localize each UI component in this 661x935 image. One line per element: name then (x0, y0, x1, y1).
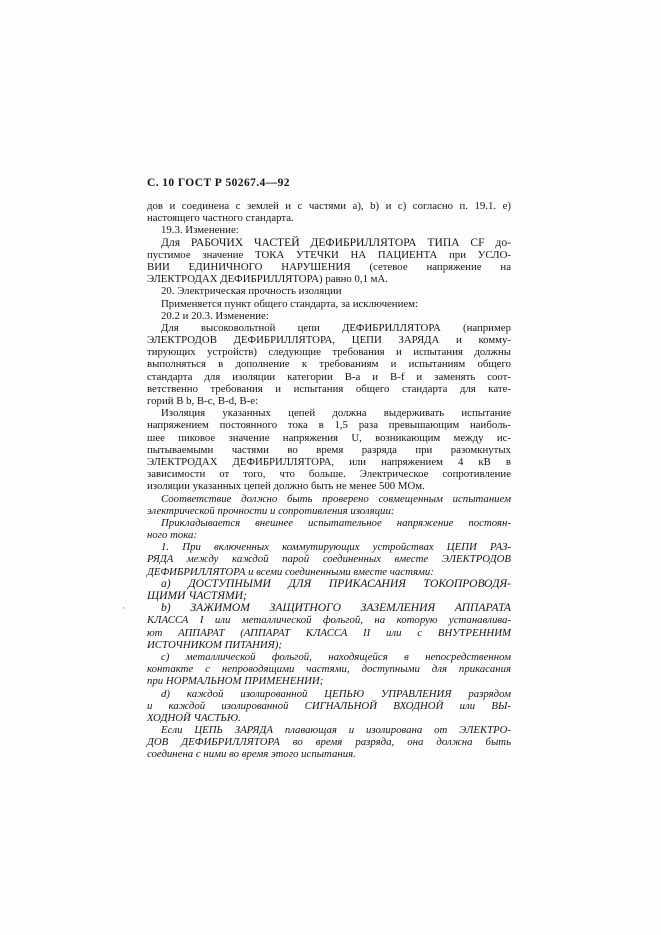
text-line: напряжением постоянного тока в 1,5 раза превышающим наиболь- (147, 419, 511, 432)
list-item-a: а) ДОСТУПНЫМИ ДЛЯ ПРИКАСАНИЯ ТОКОПРОВОДЯ- (161, 576, 511, 590)
text-line: изоляции указанных цепей должно быть не менее 500 МОм. (147, 480, 425, 493)
text-line: Если ЦЕПЬ ЗАРЯДА плавающая и изолирована от ЭЛЕКТРО- (161, 724, 511, 737)
text-line: пытываемыми частями во время разряда при разомкнутых (147, 443, 511, 456)
text-line: Для РАБОЧИХ ЧАСТЕЙ ДЕФИБРИЛЛЯТОРА ТИПА CF до- (161, 235, 511, 249)
text-line: Изоляция указанных цепей должна выдерживать испытание (161, 407, 511, 420)
text-line: ют АППАРАТ (АППАРАТ КЛАССА II или с ВНУТРЕННИМ (147, 626, 511, 639)
text-line: дов и соединена с землей и с частями а), b) и с) согласно п. 19.1. е) (147, 200, 511, 212)
text-line: ного тока: (147, 529, 198, 542)
text-line: ЭЛЕКТРОДОВ ДЕФИБРИЛЛЯТОРА, ЦЕПИ ЗАРЯДА и комму- (147, 334, 511, 347)
text-line: пустимое значение ТОКА УТЕЧКИ НА ПАЦИЕНТА при УСЛО- (147, 248, 511, 261)
text-line: выполняться в дополнение к требованиям и испытаниям общего (147, 358, 511, 371)
text-line: электрической прочности и сопротивления изоляции: (147, 504, 395, 517)
text-line: ЩИМИ ЧАСТЯМИ; (147, 589, 247, 602)
text-line: ветственно требования и испытания общего стандарта для кате- (147, 382, 511, 395)
text-line: КЛАССА I или металлической фольгой, на которую устанавлива- (147, 614, 511, 627)
text-line: ХОДНОЙ ЧАСТЬЮ. (147, 711, 241, 724)
text-line: стандарта для изоляции категории В-а и В-f и заменять соот- (147, 370, 511, 383)
text-line: ВИИ ЕДИНИЧНОГО НАРУШЕНИЯ (сетевое напряжение на (147, 260, 511, 273)
text-line: ЭЛЕКТРОДАХ ДЕФИБРИЛЛЯТОРА, или напряжением 4 кВ в (147, 455, 511, 468)
text-line: ДОВ ДЕФИБРИЛЛЯТОРА во время разряда, она должна быть (147, 736, 511, 749)
list-item-1: 1. При включенных коммутирующих устройствах ЦЕПИ РАЗ- (161, 541, 511, 554)
text-line: Прикладывается внешнее испытательное напряжение постоян- (161, 516, 511, 529)
text-line: при НОРМАЛЬНОМ ПРИМЕНЕНИИ; (147, 675, 324, 688)
page-header: С. 10 ГОСТ Р 50267.4—92 (147, 177, 290, 189)
text-line: настоящего частного стандарта. (147, 212, 294, 225)
text-line: контакте с непроводящими частями, доступными для прикасания (147, 663, 511, 676)
section-heading: 19.3. Изменение: (161, 224, 239, 237)
text-line: горий В b, В-с, В-d, В-е: (147, 395, 259, 407)
text-line: Соответствие должно быть проверено совмещенным испытанием (161, 492, 511, 505)
text-line: и каждой изолированной СИГНАЛЬНОЙ ВХОДНОЙ или ВЫ- (147, 699, 511, 712)
text-line: РЯДА между каждой парой соединенных вместе ЭЛЕКТРОДОВ (147, 553, 511, 566)
text-line: ДЕФИБРИЛЛЯТОРА и всеми соединенными вместе частями: (147, 565, 434, 578)
margin-dot: · (122, 603, 125, 613)
text-line: тирующих устройств) следующие требования и испытания должны (147, 346, 511, 359)
text-line: зависимости от того, что больше. Электрическое сопротивление (147, 468, 511, 481)
body-text (147, 200, 511, 761)
text-line: шее пиковое значение напряжения U, возникающим между ис- (147, 431, 511, 444)
list-item-c: с) металлической фольгой, находящейся в непосредственном (161, 650, 511, 663)
list-item-d: d) каждой изолированной ЦЕПЬЮ УПРАВЛЕНИЯ разрядом (161, 687, 511, 700)
text-line: Применяется пункт общего стандарта, за исключением: (161, 297, 418, 310)
section-heading: 20.2 и 20.3. Изменение: (161, 309, 269, 322)
list-item-b: b) ЗАЖИМОМ ЗАЩИТНОГО ЗАЗЕМЛЕНИЯ АППАРАТА (161, 601, 511, 615)
section-heading: 20. Электрическая прочность изоляции (161, 285, 342, 298)
text-line: соединена с ними во время этого испытания. (147, 748, 356, 761)
text-line: Для высоковольтной цепи ДЕФИБРИЛЛЯТОРА (например (161, 321, 511, 334)
text-line: ИСТОЧНИКОМ ПИТАНИЯ); (147, 638, 282, 651)
text-line: ЭЛЕКТРОДАХ ДЕФИБРИЛЛЯТОРА) равно 0,1 мА. (147, 273, 389, 286)
